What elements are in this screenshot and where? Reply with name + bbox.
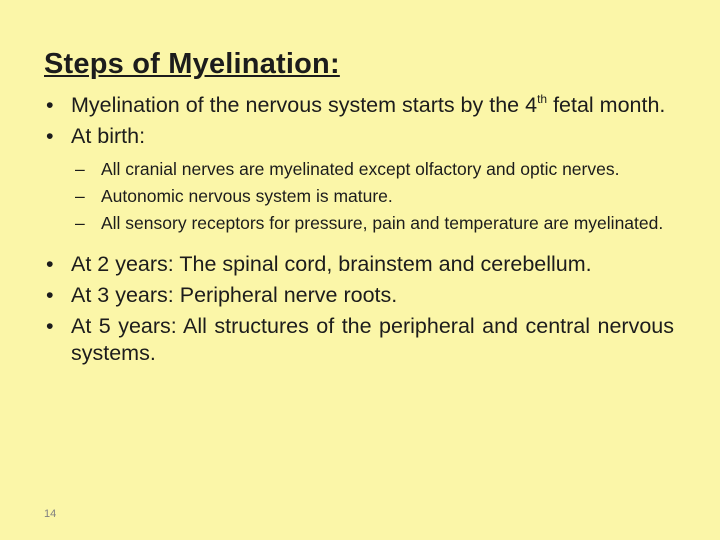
at-birth-sub-list bbox=[46, 158, 674, 235]
bullet-text-continued: fetal month. bbox=[553, 93, 666, 117]
bullet-5-years bbox=[46, 313, 674, 367]
bullet-at-birth bbox=[46, 123, 674, 150]
bullet-dot: • bbox=[46, 314, 54, 338]
bullet-3-years bbox=[46, 282, 674, 309]
bullet-dot: • bbox=[46, 93, 54, 117]
sub-bullet-sensory-receptors bbox=[75, 212, 674, 235]
bullet-dot: • bbox=[46, 283, 54, 307]
bullet-text: Myelination of the nervous system starts by the 4 bbox=[71, 93, 538, 117]
bullet-text: At birth: bbox=[71, 124, 146, 148]
bullet-text: At 5 years: All structures of the peripheral and central nervous systems. bbox=[71, 314, 674, 365]
bullet-dot: • bbox=[46, 252, 54, 276]
page-number: 14 bbox=[44, 508, 57, 520]
slide-content bbox=[46, 92, 674, 371]
sub-bullet-text: All cranial nerves are myelinated except olfactory and optic nerves. bbox=[101, 159, 620, 179]
bullet-dot: • bbox=[46, 124, 54, 148]
superscript-ordinal: th bbox=[537, 92, 548, 106]
bullet-text: At 2 years: The spinal cord, brainstem and cerebellum. bbox=[71, 252, 592, 276]
bullet-text: At 3 years: Peripheral nerve roots. bbox=[71, 283, 398, 307]
sub-bullet-dash: – bbox=[75, 159, 85, 179]
sub-bullet-dash: – bbox=[75, 186, 85, 206]
sub-bullet-text: Autonomic nervous system is mature. bbox=[101, 186, 393, 206]
sub-bullet-autonomic bbox=[75, 185, 674, 208]
bullet-2-years bbox=[46, 251, 674, 278]
bullet-myelination-start bbox=[46, 92, 674, 119]
sub-bullet-cranial-nerves bbox=[75, 158, 674, 181]
slide-title: Steps of Myelination: bbox=[44, 48, 340, 80]
sub-bullet-text: All sensory receptors for pressure, pain and temperature are myelinated. bbox=[101, 213, 664, 233]
sub-bullet-dash: – bbox=[75, 213, 85, 233]
